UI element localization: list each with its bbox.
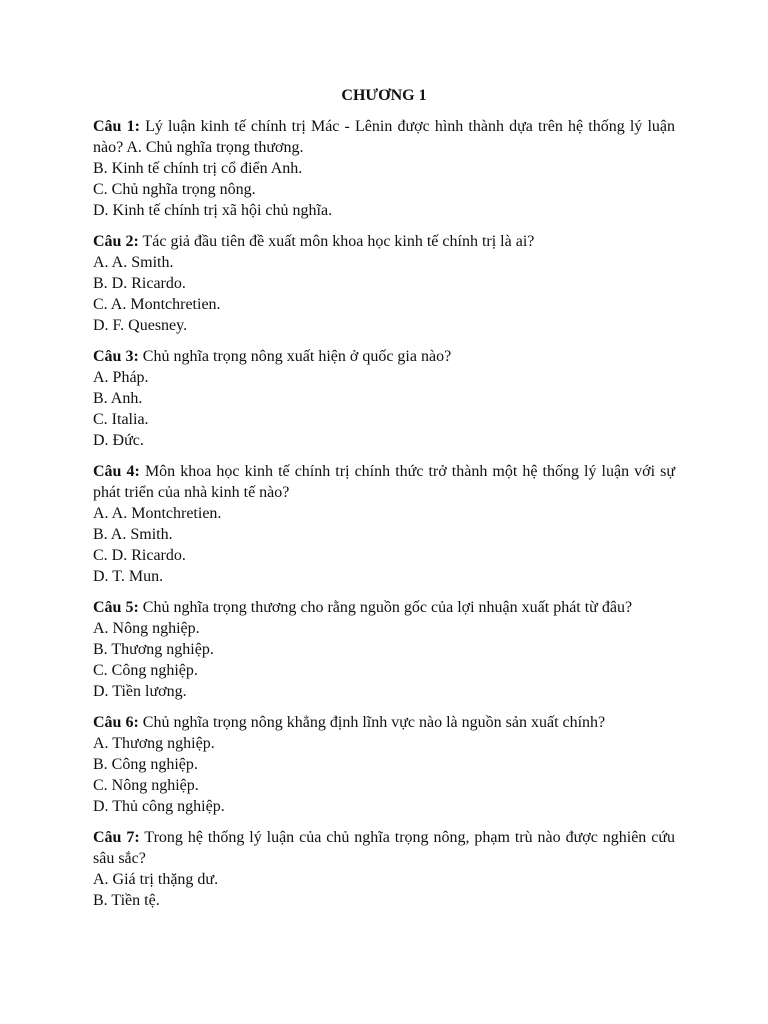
answer-option: D. T. Mun. <box>93 568 164 585</box>
question-1 <box>93 116 675 221</box>
answer-option: B. A. Smith. <box>93 526 173 543</box>
answer-option: D. Kinh tế chính trị xã hội chủ nghĩa. <box>93 202 333 219</box>
question-text <box>93 827 675 869</box>
question-label: Câu 2: <box>93 233 139 250</box>
question-label: Câu 6: <box>93 714 139 731</box>
answer-option: A. Nông nghiệp. <box>93 620 200 637</box>
answer-option: A. A. Smith. <box>93 254 174 271</box>
question-text <box>93 461 675 503</box>
answer-option: D. Tiền lương. <box>93 683 187 700</box>
question-body: Tác giả đầu tiên đề xuất môn khoa học kinh tế chính trị là ai? <box>142 233 535 250</box>
answer-option: C. A. Montchretien. <box>93 296 221 313</box>
answer-option: C. D. Ricardo. <box>93 547 186 564</box>
question-7 <box>93 827 675 911</box>
question-body: Lý luận kinh tế chính trị Mác - Lênin được hình thành dựa trên hệ thống lý luận nào? A. Chủ nghĩa trọng thương. <box>93 118 675 156</box>
question-text <box>93 346 675 367</box>
answer-option: A. Pháp. <box>93 369 149 386</box>
question-4 <box>93 461 675 587</box>
question-text <box>93 231 675 252</box>
answer-option: A. Thương nghiệp. <box>93 735 215 752</box>
answer-option: B. Anh. <box>93 390 143 407</box>
chapter-title: CHƯƠNG 1 <box>341 87 427 104</box>
question-2 <box>93 231 675 336</box>
question-label: Câu 1: <box>93 118 140 135</box>
answer-option: C. Nông nghiệp. <box>93 777 199 794</box>
answer-option: A. Giá trị thặng dư. <box>93 871 219 888</box>
answer-option: C. Italia. <box>93 411 149 428</box>
answer-option: B. D. Ricardo. <box>93 275 186 292</box>
question-text <box>93 116 675 158</box>
answer-option: C. Công nghiệp. <box>93 662 198 679</box>
question-body: Trong hệ thống lý luận của chủ nghĩa trọng nông, phạm trù nào được nghiên cứu sâu sắc? <box>93 829 676 867</box>
document-page <box>93 86 675 921</box>
answer-option: D. Đức. <box>93 432 144 449</box>
question-3 <box>93 346 675 451</box>
question-6 <box>93 712 675 817</box>
question-label: Câu 3: <box>93 348 139 365</box>
question-text <box>93 712 675 733</box>
answer-option: B. Tiền tệ. <box>93 892 160 909</box>
answer-option: D. F. Quesney. <box>93 317 188 334</box>
question-label: Câu 5: <box>93 599 139 616</box>
question-body: Chủ nghĩa trọng nông khẳng định lĩnh vực nào là nguồn sản xuất chính? <box>142 714 606 731</box>
answer-option: B. Thương nghiệp. <box>93 641 214 658</box>
question-body: Chủ nghĩa trọng thương cho rằng nguồn gốc của lợi nhuận xuất phát từ đâu? <box>142 599 633 616</box>
question-5 <box>93 597 675 702</box>
answer-option: B. Kinh tế chính trị cổ điển Anh. <box>93 160 303 177</box>
answer-option: B. Công nghiệp. <box>93 756 198 773</box>
question-label: Câu 4: <box>93 463 140 480</box>
answer-option: C. Chủ nghĩa trọng nông. <box>93 181 256 198</box>
answer-option: D. Thủ công nghiệp. <box>93 798 225 815</box>
question-body: Môn khoa học kinh tế chính trị chính thức trở thành một hệ thống lý luận với sự phát triển của nhà kinh tế nào? <box>93 463 676 501</box>
question-text <box>93 597 675 618</box>
answer-option: A. A. Montchretien. <box>93 505 222 522</box>
question-body: Chủ nghĩa trọng nông xuất hiện ở quốc gia nào? <box>142 348 452 365</box>
question-label: Câu 7: <box>93 829 140 846</box>
